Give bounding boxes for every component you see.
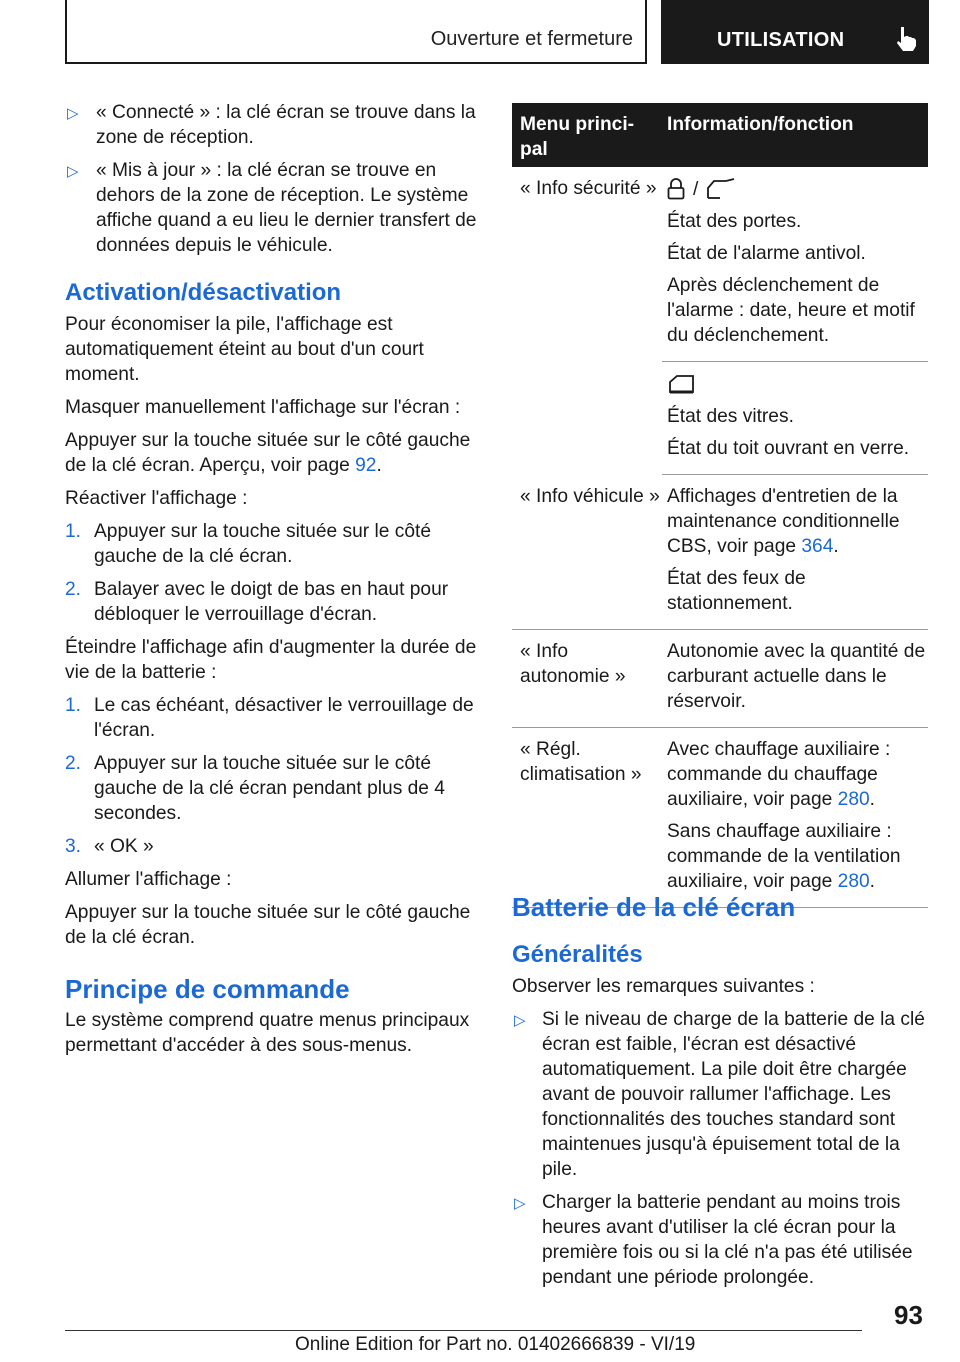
step-number: 2. (65, 579, 82, 600)
header-section-box (65, 0, 647, 64)
paragraph (65, 428, 477, 478)
paragraph: Appuyer sur la touche située sur le côté gauche de la clé écran. (65, 902, 471, 948)
page-link-280[interactable]: 280 (837, 789, 870, 810)
info-text: État des portes. (667, 211, 802, 232)
step-text: Appuyer sur la touche située sur le côté gauche de la clé écran pendant plus de 4 secondes. (94, 753, 445, 824)
list-item (65, 693, 477, 743)
step-number: 1. (65, 521, 82, 542)
info-text: État des feux de stationnement. (667, 568, 806, 614)
table-subrow (662, 361, 928, 475)
bullet-marker: ▷ (514, 1012, 526, 1029)
punctuation: . (376, 455, 382, 476)
bullet-marker: ▷ (514, 1195, 526, 1212)
table-row (512, 728, 928, 908)
switchoff-label: Éteindre l'affichage afin d'augmenter la durée de vie de la batterie : (65, 637, 477, 683)
page-link-280[interactable]: 280 (837, 871, 870, 892)
menu-vehicle: « Info véhicule » (520, 486, 660, 507)
step-number: 1. (65, 695, 82, 716)
reactivate-label: Réactiver l'affichage : (65, 488, 248, 509)
table-row (512, 167, 928, 361)
battery-heading: Batterie de la clé écran (512, 892, 796, 922)
footer-divider (65, 1330, 862, 1331)
icon-group (667, 176, 928, 202)
paragraph: Masquer manuellement l'affichage sur l'écran : (65, 397, 461, 418)
paragraph: Pour économiser la pile, l'affichage est automatiquement éteint au bout d'un court moment. (65, 314, 424, 385)
menu-security: « Info sécurité » (520, 178, 657, 199)
page-link-92[interactable]: 92 (355, 455, 377, 476)
table-header (512, 103, 928, 167)
menu-range: « Info autonomie » (520, 641, 626, 687)
list-item (65, 158, 477, 258)
step-text: Appuyer sur la touche située sur le côté gauche de la clé écran. (94, 521, 432, 567)
chapter-title: UTILISATION (717, 29, 845, 51)
list-item (65, 834, 477, 859)
cell-info (667, 167, 928, 361)
page-number: 93 (894, 1300, 923, 1330)
icon-separator: / (693, 178, 699, 200)
table-row (512, 630, 928, 728)
left-column (65, 100, 477, 1066)
car-window-icon (667, 373, 697, 395)
car-door-icon (706, 178, 736, 200)
punctuation: . (833, 536, 839, 557)
paragraph-text: Appuyer sur la touche située sur le côté gauche de la clé écran. Aperçu, voir page (65, 430, 471, 476)
info-text-part: Affichages d'entretien de la maintenance conditionnelle CBS, voir page (667, 486, 900, 557)
page-link-364[interactable]: 364 (801, 536, 834, 557)
bullet-marker: ▷ (67, 105, 79, 122)
principle-heading: Principe de commande (65, 974, 350, 1004)
info-text (667, 737, 928, 812)
right-column (512, 890, 928, 1298)
info-text: Après déclenchement de l'alarme : date, heure et motif du déclenchement. (667, 275, 915, 346)
bullet-updated-text: « Mis à jour » : la clé écran se trouve en dehors de la zone de réception. Le système affiche quand a eu lieu le dernier transfert de données depuis le véhicule. (96, 160, 477, 256)
footer-edition-text: Online Edition for Part no. 01402666839 - VI/19 (295, 1334, 696, 1355)
info-text-part: Avec chauffage auxiliaire : commande du chauffage auxiliaire, voir page (667, 739, 891, 810)
bullet-connected-text: « Connecté » : la clé écran se trouve dans la zone de réception. (96, 102, 476, 148)
cell-info (667, 728, 928, 907)
step-text: « OK » (94, 836, 154, 857)
switchon-label: Allumer l'affichage : (65, 869, 232, 890)
step-number: 3. (65, 836, 82, 857)
icon-group (667, 371, 928, 397)
info-text: État de l'alarme antivol. (667, 243, 866, 264)
list-item (512, 1190, 928, 1290)
pointing-hand-icon (895, 26, 917, 52)
table-row (512, 475, 928, 630)
punctuation: . (869, 789, 876, 810)
list-item (65, 519, 477, 569)
cell-info (667, 630, 928, 727)
bullet-marker: ▷ (67, 163, 79, 180)
step-text: Le cas échéant, désactiver le verrouillage de l'écran. (94, 695, 474, 741)
paragraph: Le système comprend quatre menus principaux permettant d'accéder à des sous-menus. (65, 1010, 470, 1056)
info-text: État des vitres. (667, 406, 794, 427)
info-text (667, 484, 928, 559)
info-text-part: Sans chauffage auxiliaire : commande de la ventilation auxiliaire, voir page (667, 821, 901, 892)
list-item (65, 751, 477, 826)
paragraph: Observer les remarques suivantes : (512, 976, 815, 997)
step-number: 2. (65, 753, 82, 774)
info-text: Autonomie avec la quantité de carburant actuelle dans le réservoir. (667, 641, 926, 712)
column-header-info: Information/fonction (667, 114, 854, 135)
bullet-text: Si le niveau de charge de la batterie de la clé écran est faible, l'écran est désactivé automatiquement. La pile doit être chargée avant de pouvoir rallumer l'affichage. Les fonctionnalités des touches standard sont maintenues jusqu'à épuisement total de la pile. (542, 1009, 925, 1180)
cell-info (667, 362, 928, 474)
header-chapter-box (661, 0, 929, 64)
column-header-menu: Menu princi-pal (520, 114, 635, 160)
menu-table (512, 103, 928, 908)
menu-climate: « Régl. climatisation » (520, 739, 642, 785)
lock-icon (667, 178, 685, 200)
step-text: Balayer avec le doigt de bas en haut pour débloquer le verrouillage d'écran. (94, 579, 449, 625)
general-heading: Généralités (512, 941, 643, 968)
cell-info (667, 475, 928, 629)
info-text (667, 819, 928, 894)
list-item (512, 1007, 928, 1182)
activation-heading: Activation/désactivation (65, 279, 342, 306)
punctuation: . (869, 871, 876, 892)
list-item (65, 577, 477, 627)
info-text: État du toit ouvrant en verre. (667, 438, 910, 459)
section-title: Ouverture et fermeture (430, 28, 633, 50)
bullet-text: Charger la batterie pendant au moins trois heures avant d'utiliser la clé écran pour la première fois ou si la clé n'a pas été utilisée pendant une période prolongée. (542, 1192, 913, 1288)
list-item (65, 100, 477, 150)
